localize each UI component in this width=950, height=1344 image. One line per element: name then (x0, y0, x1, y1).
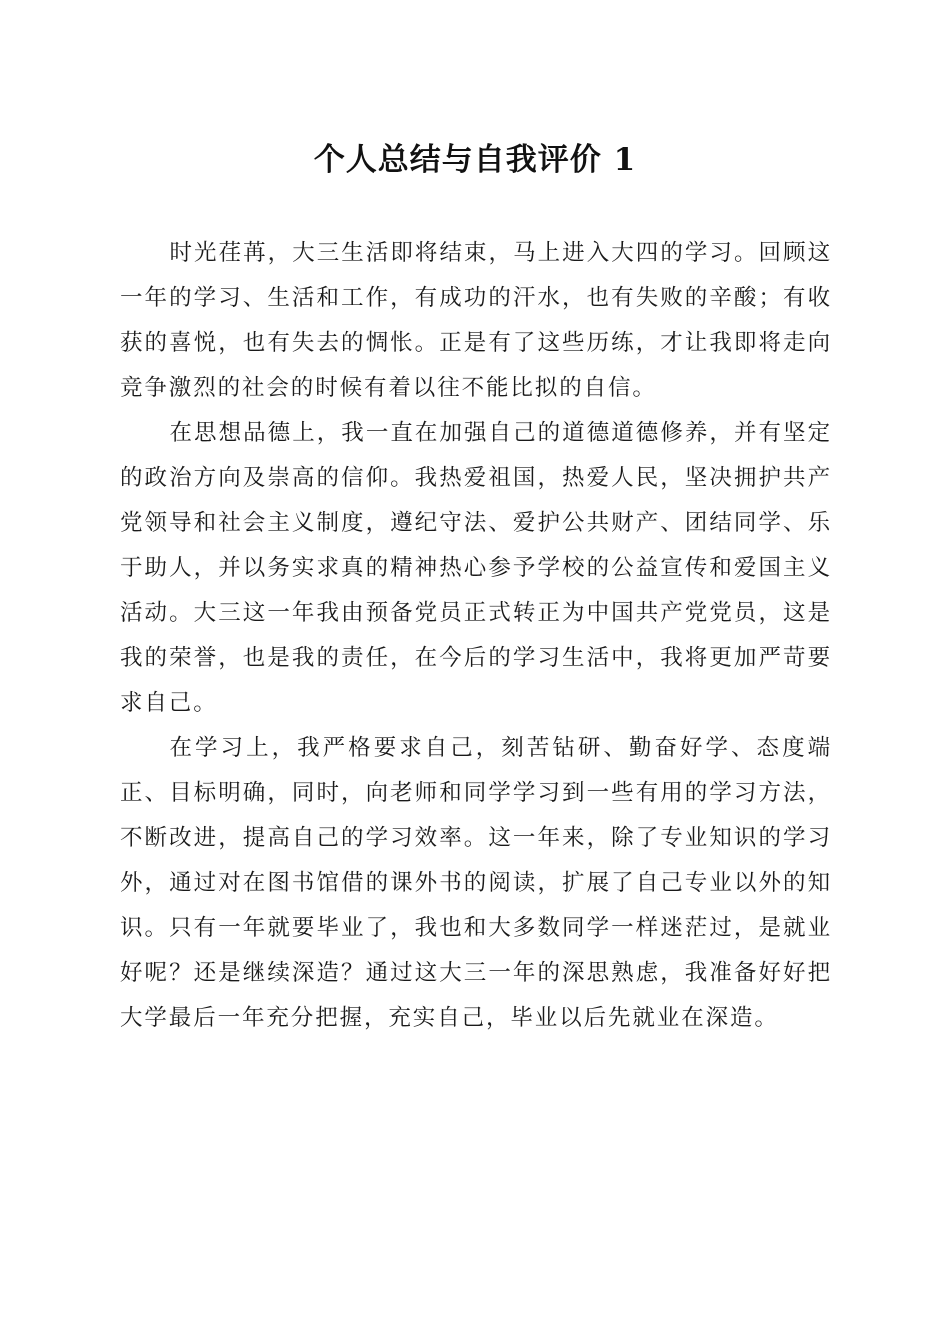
paragraph-moral-character: 在思想品德上，我一直在加强自己的道德道德修养，并有坚定的政治方向及崇高的信仰。我热爱祖国，热爱人民，坚决拥护共产党领导和社会主义制度，遵纪守法、爱护公共财产、团结同学、乐于助人，并以务实求真的精神热心参予学校的公益宣传和爱国主义活动。大三这一年我由预备党员正式转正为中国共产党党员，这是我的荣誉，也是我的责任，在今后的学习生活中，我将更加严苛要求自己。 (120, 420, 832, 716)
document-title: 个人总结与自我评价 1 (313, 142, 637, 178)
document-body (120, 231, 832, 1041)
paragraph-study: 在学习上，我严格要求自己，刻苦钻研、勤奋好学、态度端正、目标明确，同时，向老师和同学学习到一些有用的学习方法，不断改进，提高自己的学习效率。这一年来，除了专业知识的学习外，通过对在图书馆借的课外书的阅读，扩展了自己专业以外的知识。只有一年就要毕业了，我也和大多数同学一样迷茫过，是就业好呢？还是继续深造？通过这大三一年的深思熟虑，我准备好好把大学最后一年充分把握，充实自己，毕业以后先就业在深造。 (120, 735, 832, 1031)
paragraph-reflection: 时光荏苒，大三生活即将结束，马上进入大四的学习。回顾这一年的学习、生活和工作，有成功的汗水，也有失败的辛酸；有收获的喜悦，也有失去的惆怅。正是有了这些历练，才让我即将走向竞争激烈的社会的时候有着以往不能比拟的自信。 (120, 240, 832, 401)
